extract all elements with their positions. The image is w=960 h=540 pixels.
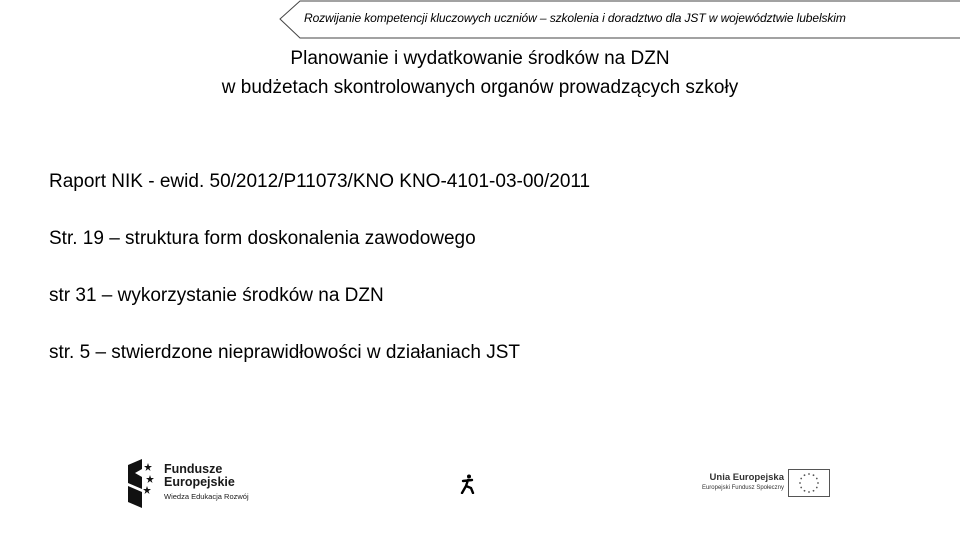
funds-name-line-1: Fundusze: [164, 462, 223, 476]
page-title: [0, 44, 960, 102]
eu-funds-stars-icon: [128, 459, 155, 508]
header-banner: [278, 0, 960, 40]
list-item: str. 5 – stwierdzone nieprawidłowości w działaniach JST: [49, 342, 520, 363]
footer-logos: [0, 455, 960, 515]
eu-text: [688, 472, 784, 491]
eu-subtitle: Europejski Fundusz Społeczny: [701, 485, 784, 491]
eu-name: Unia Europejska: [709, 472, 784, 483]
funds-name-line-2: Europejskie: [164, 475, 235, 489]
eu-flag-icon: [788, 469, 830, 497]
running-figure-icon: [460, 474, 476, 494]
title-line-1: Planowanie i wydatkowanie środków na DZN: [290, 48, 670, 69]
funds-text: [164, 463, 249, 501]
funds-subtitle: Wiedza Edukacja Rozwój: [164, 492, 249, 501]
title-line-2: w budżetach skontrolowanych organów prowadzących szkoły: [221, 77, 739, 98]
banner-text: Rozwijanie kompetencji kluczowych uczniów – szkolenia i doradztwo dla JST w województwie lubelskim: [304, 11, 846, 25]
list-item: str 31 – wykorzystanie środków na DZN: [49, 285, 384, 306]
reference-list: [49, 168, 590, 396]
center-logo: [458, 465, 504, 497]
list-item: Raport NIK - ewid. 50/2012/P11073/KNO KNO-4101-03-00/2011: [49, 171, 591, 192]
list-item: Str. 19 – struktura form doskonalenia zawodowego: [49, 228, 476, 249]
